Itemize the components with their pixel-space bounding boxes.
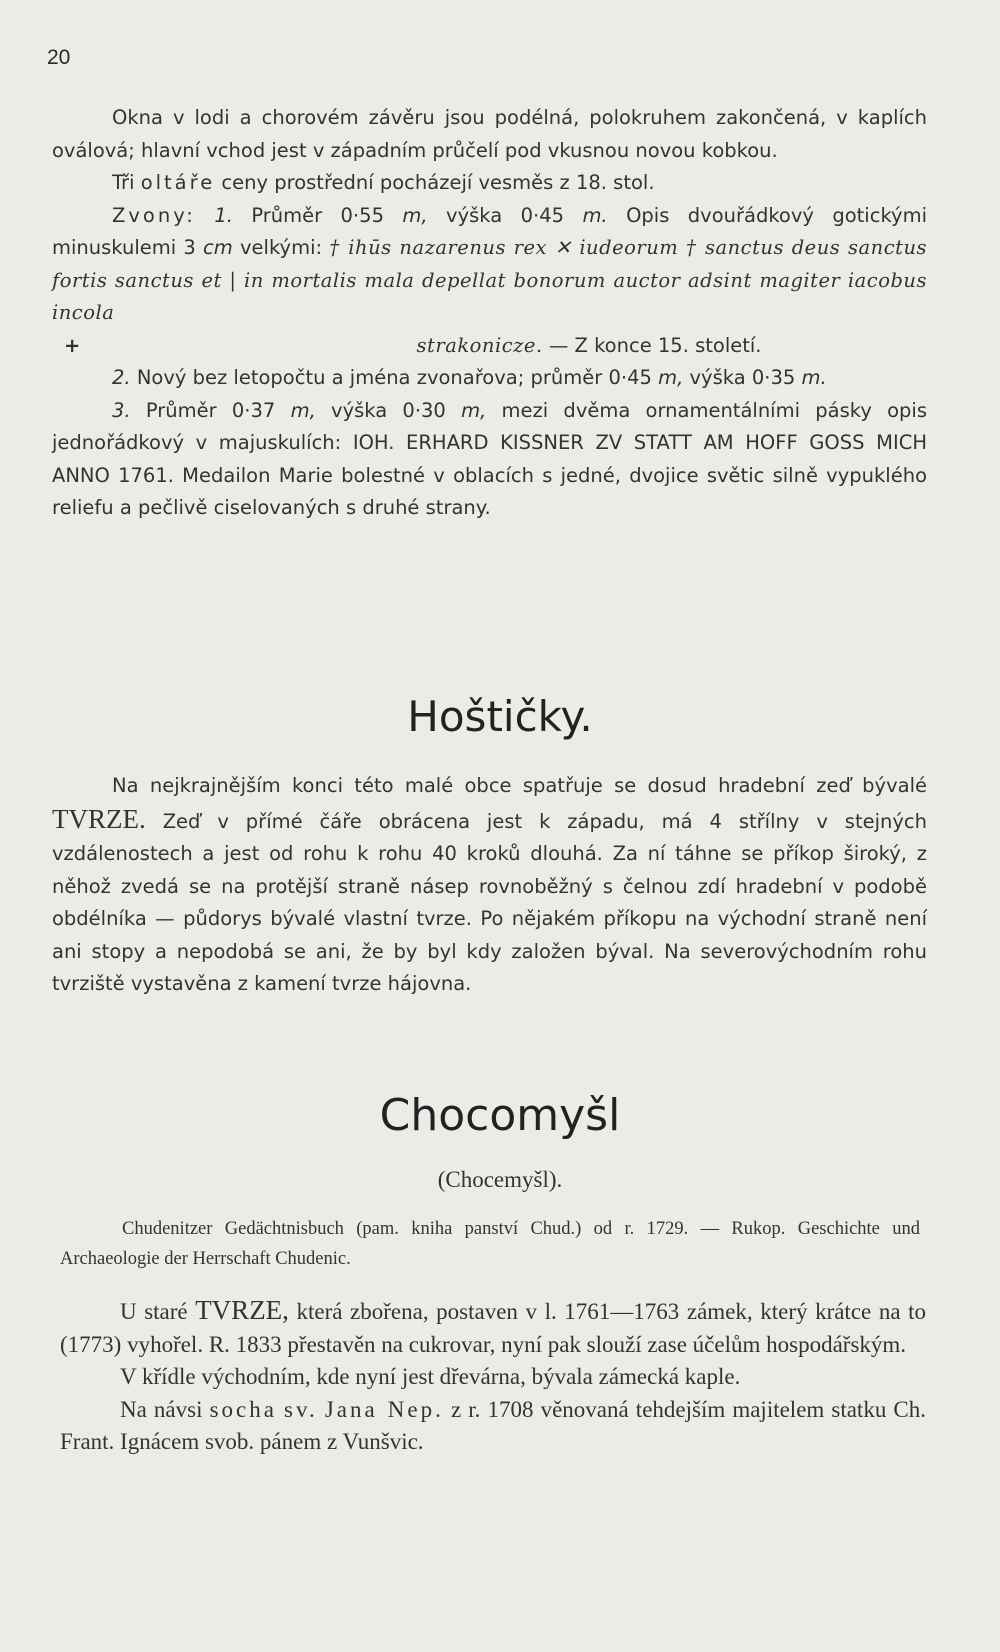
chocomysl-paragraph-3: Na návsi socha sv. Jana Nep. z r. 1708 věnovaná tehdejším majitelem statku Ch. Frant. Ignácem svob. pánem z Vunšvic.: [60, 1396, 927, 1454]
bell-3-paragraph: 3. Průměr 0·37 m, výška 0·30 m, mezi dvěma ornamentálními pásky opis jednořádkový v majuskulích: IOH. ERHARD KISSNER ZV STATT AM HOFF GOSS MICH ANNO 1761. Medailon Marie bolestné v oblacích s jedné, dvojice světic silně vypuklého reliefu a pečlivě ciselovaných s druhé strany.: [52, 398, 928, 519]
chocomysl-section: [60, 1294, 926, 1459]
source-citation: Chudenitzer Gedächtnisbuch (pam. kniha panství Chud.) od r. 1729. — Rukop. Geschichte und Archaeologie der Herrschaft Chudenic.: [60, 1219, 920, 1269]
hosticky-section: [52, 770, 927, 1001]
bells-paragraph: Zvony: 1. Průměr 0·55 m, výška 0·45 m. Opis dvouřádkový gotickými minuskulemi 3 cm velkými: † ihūs nazarenus rex ✕ iudeorum † sanctus deus sanctus fortis sanctus et | in mortalis mala depellat bonorum auctor adsint magiter iacobus incola: [52, 203, 928, 324]
inscription-end-line: + strakonicze. — Z konce 15. století.: [64, 333, 762, 357]
bell-2-paragraph: 2. Nový bez letopočtu a jména zvonařova; průměr 0·45 m, výška 0·35 m.: [112, 366, 827, 389]
subheading-chocemysl: (Chocemyšl).: [437, 1167, 563, 1192]
windows-paragraph: Okna v lodi a chorovém závěru jsou podélná, polokruhem zakončená, v kaplích oválová; hlavní vchod jest v západním průčelí pod vkusnou novou kobkou.: [52, 106, 927, 162]
cross-icon: +: [64, 333, 81, 357]
page-number: 20: [47, 46, 71, 69]
heading-chocomysl: Chocomyšl: [379, 1090, 621, 1141]
chocomysl-paragraph-1: U staré TVRZE, která zbořena, postaven v l. 1761—1763 zámek, který krátce na to (1773) vyhořel. R. 1833 přestavěn na cukrovar, nyní pak slouží zase účelům hospodářským.: [60, 1295, 926, 1357]
heading-hosticky: Hoštičky.: [407, 692, 593, 741]
chocomysl-paragraph-2: V křídle východním, kde nyní jest dřevárna, bývala zámecká kaple.: [120, 1364, 741, 1389]
gothic-inscription: † ihūs nazarenus rex ✕ iudeorum † sanctus deus sanctus fortis sanctus et | in mortalis mala depellat bonorum auctor adsint magiter iacobus incola: [52, 236, 928, 324]
hosticky-paragraph: Na nejkrajnějším konci této malé obce spatřuje se dosud hradební zeď bývalé TVRZE. Zeď v přímé čáře obrácena jest k západu, má 4 střílny v stejných vzdálenostech a jest od rohu k rohu 40 kroků dlouhá. Za ní táhne se příkop široký, z něhož zvedá se na protější straně násep rovnoběžný s čelnou zdí hradební v podobě obdélníka — půdorys bývalé vlastní tvrze. Po nějakém příkopu na východní straně není ani stopy a nepodobá se ani, že by byl kdy založen býval. Na severovýchodním rohu tvrziště vystavěna z kamení tvrze hájovna.: [52, 774, 927, 995]
church-description: [52, 102, 927, 525]
altars-paragraph: Tři oltáře ceny prostřední pocházejí vesměs z 18. stol.: [112, 171, 655, 194]
